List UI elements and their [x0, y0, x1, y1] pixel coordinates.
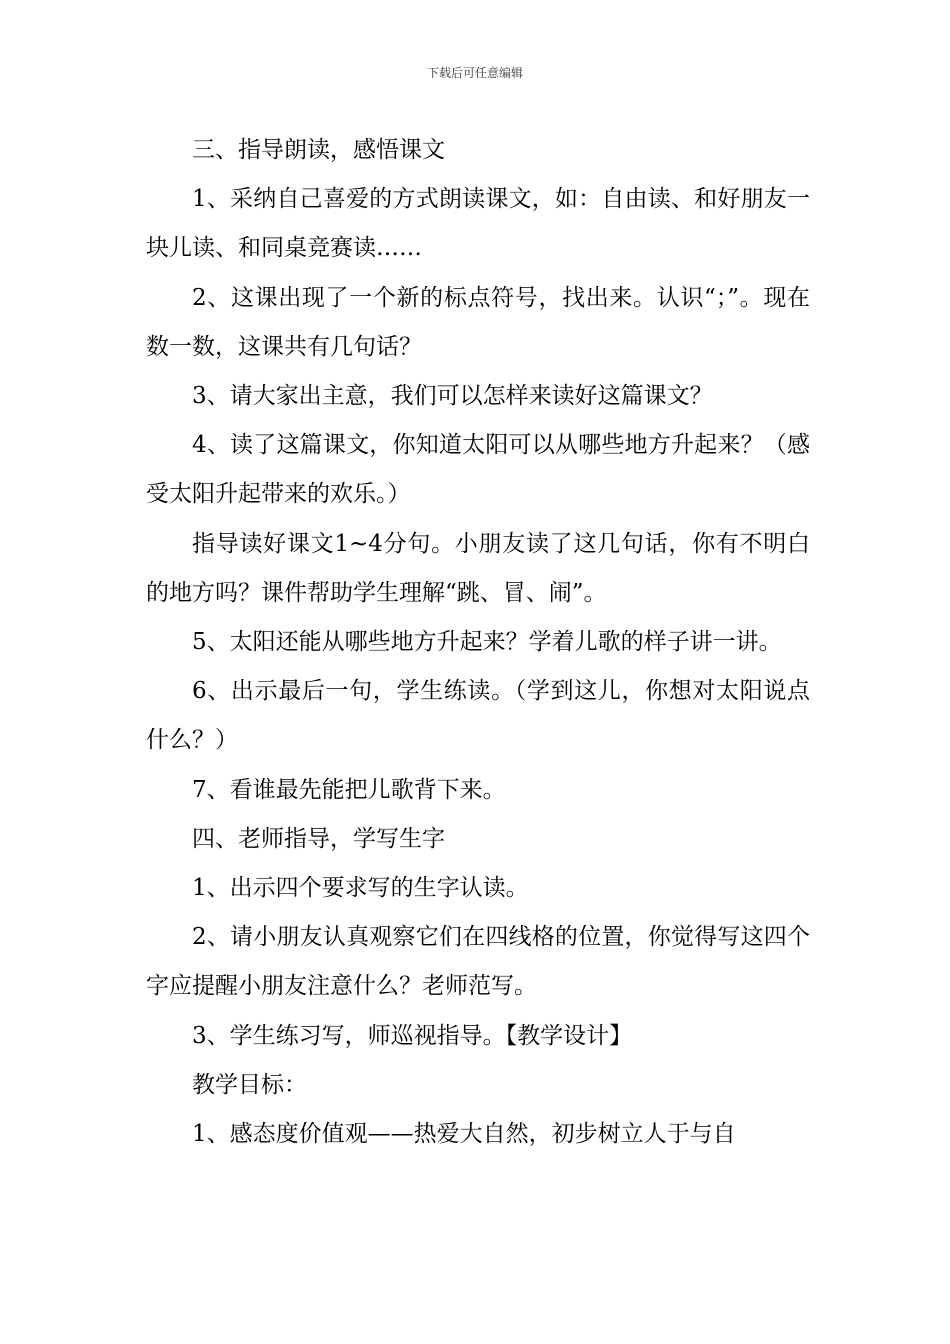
paragraph: 教学目标： [192, 1071, 307, 1098]
paragraph: 7、看谁最先能把儿歌背下来。 [192, 776, 506, 803]
paragraph: 指导读好课文1~4分句。小朋友读了这几句话，你有不明白的地方吗？课件帮助学生理解“跳、冒、闹”。 [146, 530, 810, 606]
paragraph: 6、出示最后一句，学生练读。（学到这儿，你想对太阳说点什么？） [146, 678, 810, 754]
paragraph: 2、这课出现了一个新的标点符号，找出来。认识“；”。现在数一数，这课共有几句话？ [146, 284, 810, 360]
page-header: 下载后可任意编辑 [426, 66, 523, 80]
paragraph: 2、请小朋友认真观察它们在四线格的位置，你觉得写这四个字应提醒小朋友注意什么？老师范写。 [146, 924, 810, 1000]
paragraph: 3、请大家出主意，我们可以怎样来读好这篇课文？ [192, 383, 713, 410]
paragraph: 4、读了这篇课文，你知道太阳可以从哪些地方升起来？（感受太阳升起带来的欢乐。） [146, 432, 810, 508]
paragraph: 5、太阳还能从哪些地方升起来？学着儿歌的样子讲一讲。 [192, 629, 782, 656]
paragraph: 1、感态度价值观——热爱大自然，初步树立人于与自 [192, 1121, 736, 1148]
paragraph: 1、出示四个要求写的生字认读。 [192, 875, 529, 902]
paragraph: 三、指导朗读，感悟课文 [192, 137, 445, 163]
paragraph: 3、学生练习写，师巡视指导。【教学设计】 [192, 1022, 633, 1049]
document-body [146, 126, 810, 1159]
paragraph: 四、老师指导，学写生字 [192, 825, 445, 852]
paragraph: 1、采纳自己喜爱的方式朗读课文，如：自由读、和好朋友一块儿读、和同桌竞赛读…… [146, 186, 810, 262]
